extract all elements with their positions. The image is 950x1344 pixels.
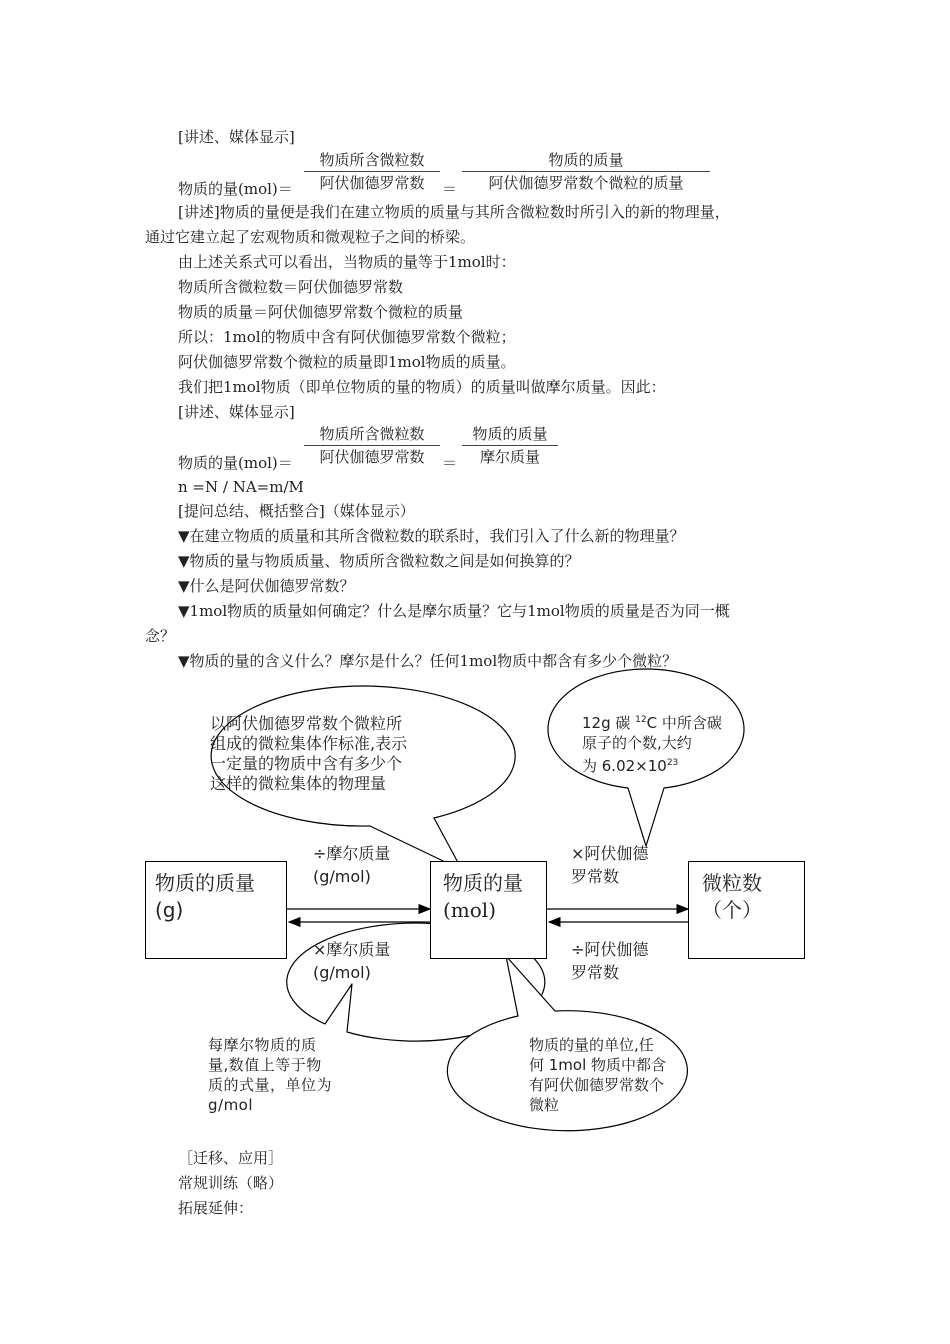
box-mass-unit: (g)	[155, 898, 184, 922]
formula-equals: ＝	[442, 180, 458, 198]
box-mol-unit: (mol)	[443, 898, 497, 922]
application-header: ［迁移、应用］	[178, 1149, 284, 1167]
question-item: ▼物质的量的含义什么？摩尔是什么？任何1mol物质中都含有多少个微粒？	[178, 652, 678, 670]
question-item-continued: 念？	[145, 627, 176, 645]
formula-lhs: 物质的量(mol)＝	[178, 180, 293, 198]
bubble-mol-definition-text: 以阿伏伽德罗常数个微粒所 组成的微粒集体作标准,表示 一定量的物质中含有多少个 这样的微粒集体的物理量	[210, 714, 408, 793]
label-multiply-avogadro: ×阿伏伽德	[571, 844, 649, 863]
formula-equals-2: ＝	[442, 454, 458, 472]
label-divide-avogadro-cont: 罗常数	[571, 963, 620, 982]
formula-lhs-2: 物质的量(mol)＝	[178, 454, 293, 472]
fraction3-denominator: 阿伏伽德罗常数	[319, 448, 425, 466]
bubble-mol-unit-text: 物质的量的单位,任 何 1mol 物质中都含 有阿伏伽德罗常数个 微粒	[529, 1036, 667, 1114]
paragraph: 由上述关系式可以看出，当物质的量等于1mol时：	[178, 253, 516, 271]
application-item: 常规训练（略）	[178, 1174, 284, 1192]
label-multiply-avogadro-cont: 罗常数	[571, 867, 620, 886]
paragraph: 阿伏伽德罗常数个微粒的质量即1mol物质的质量。	[178, 353, 516, 371]
question-item: ▼什么是阿伏伽德罗常数？	[178, 577, 355, 595]
paragraph: 我们把1mol物质（即单位物质的量的物质）的质量叫做摩尔质量。因此：	[178, 378, 666, 396]
bubble-molar-mass-text: 每摩尔物质的质 量,数值上等于物 质的式量，单位为 g/mol	[208, 1036, 333, 1114]
paragraph: [讲述]物质的量便是我们在建立物质的质量与其所含微粒数时所引入的新的物理量，	[178, 203, 730, 221]
question-item: ▼在建立物质的质量和其所含微粒数的联系时，我们引入了什么新的物理量？	[178, 527, 685, 545]
summary-header: [提问总结、概括整合]（媒体显示）	[178, 502, 415, 520]
application-item: 拓展延伸：	[178, 1199, 254, 1217]
fraction4-denominator: 摩尔质量	[479, 448, 540, 466]
fraction4-numerator: 物质的质量	[472, 425, 548, 443]
label-multiply-molar-mass-unit: (g/mol)	[313, 963, 371, 982]
fraction1-numerator: 物质所含微粒数	[319, 151, 425, 169]
fraction2-numerator: 物质的质量	[548, 151, 624, 169]
section-header-lecture-2: [讲述、媒体显示]	[178, 403, 295, 421]
box-particles-unit: （个）	[702, 898, 762, 922]
label-multiply-molar-mass: ×摩尔质量	[313, 940, 391, 959]
paragraph: 物质的质量＝阿伏伽德罗常数个微粒的质量	[178, 303, 464, 321]
paragraph: 通过它建立起了宏观物质和微观粒子之间的桥梁。	[145, 228, 476, 246]
box-mass-label: 物质的质量	[155, 871, 255, 895]
box-particles-label: 微粒数	[702, 871, 762, 895]
fraction2-denominator: 阿伏伽德罗常数个微粒的质量	[488, 174, 684, 192]
bubble-avogadro-text: 12g 碳 $^{12}$C 中所含碳 原子的个数,大约 为 $6.02\times 10^{23}$	[582, 714, 722, 775]
box-mol-label: 物质的量	[443, 871, 523, 895]
question-item: ▼物质的量与物质质量、物质所含微粒数之间是如何换算的？	[178, 552, 580, 570]
question-item: ▼1mol物质的质量如何确定？什么是摩尔质量？它与1mol物质的质量是否为同一概	[178, 602, 730, 620]
fraction3-numerator: 物质所含微粒数	[319, 425, 425, 443]
paragraph: 物质所含微粒数＝阿伏伽德罗常数	[178, 278, 404, 296]
paragraph: 所以：1mol的物质中含有阿伏伽德罗常数个微粒；	[178, 328, 516, 346]
label-divide-molar-mass: ÷摩尔质量	[313, 844, 391, 863]
label-divide-avogadro: ÷阿伏伽德	[571, 940, 649, 959]
label-divide-molar-mass-unit: (g/mol)	[313, 867, 371, 886]
section-header-lecture: [讲述、媒体显示]	[178, 128, 295, 146]
formula-symbolic: n =N / NA=m/M	[178, 478, 304, 496]
fraction1-denominator: 阿伏伽德罗常数	[319, 174, 425, 192]
